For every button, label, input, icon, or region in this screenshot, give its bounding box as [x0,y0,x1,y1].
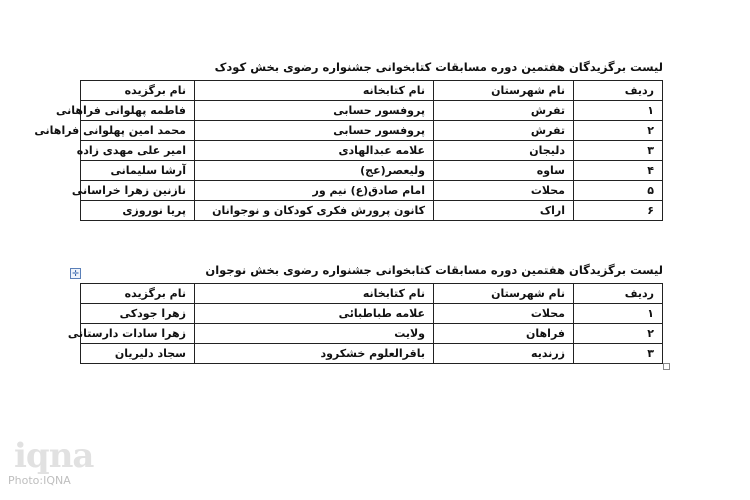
cell-winner: امیر علی مهدی زاده [81,141,195,161]
table-row [81,201,663,221]
table-row [81,121,663,141]
header-cell-library: نام کتابخانه [195,284,434,304]
cell-library: کانون پرورش فکری کودکان و نوجوانان [195,201,434,221]
table1-caption: لیست برگزیدگان هفتمین دوره مسابقات کتابخوانی جشنواره رضوی بخش کودک [214,60,663,74]
cell-library: پروفسور حسابی [195,121,434,141]
cell-city: ساوه [434,161,574,181]
cell-row-number: ۶ [574,201,663,221]
cell-winner: آرشا سلیمانی [81,161,195,181]
cell-winner: زهرا جودکی [81,304,195,324]
cell-winner: پریا نوروزی [81,201,195,221]
header-cell-winner: نام برگزیده [81,284,195,304]
cell-row-number: ۳ [574,141,663,161]
cell-library: ولیعصر(عج) [195,161,434,181]
header-cell-library: نام کتابخانه [195,81,434,101]
cell-city: دلیجان [434,141,574,161]
table-row [81,181,663,201]
header-cell-row-number: ردیف [574,81,663,101]
cell-row-number: ۱ [574,304,663,324]
cell-row-number: ۳ [574,344,663,364]
cell-city: اراک [434,201,574,221]
children-winners-table [34,80,663,221]
cell-library: علامه طباطبائی [195,304,434,324]
cell-winner: محمد امین پهلوانی فراهانی [81,121,195,141]
cell-city: زرندیه [434,344,574,364]
cell-city: تفرش [434,121,574,141]
move-cross-icon[interactable]: ✛ [70,268,81,279]
header-cell-winner: نام برگزیده [81,81,195,101]
cell-row-number: ۴ [574,161,663,181]
table-row [81,161,663,181]
cell-row-number: ۵ [574,181,663,201]
cell-library: علامه عبدالهادی [195,141,434,161]
cell-library: امام صادق(ع) نیم ور [195,181,434,201]
cell-city: فراهان [434,324,574,344]
table2-caption: لیست برگزیدگان هفتمین دوره مسابقات کتابخوانی جشنواره رضوی بخش نوجوان [205,263,663,277]
table-row [81,304,663,324]
iqna-logo: iqna [14,436,94,476]
cell-library: پروفسور حسابی [195,101,434,121]
table-row [81,101,663,121]
cell-row-number: ۲ [574,324,663,344]
cell-winner: زهرا سادات دارستانی [81,324,195,344]
teen-winners-table [67,283,663,364]
table-header-row [81,284,663,304]
iqna-watermark [8,438,118,493]
cell-winner: سجاد دلیریان [81,344,195,364]
cell-winner: نازنین زهرا خراسانی [81,181,195,201]
header-cell-city: نام شهرستان [434,284,574,304]
cell-row-number: ۱ [574,101,663,121]
table-row [81,141,663,161]
header-cell-row-number: ردیف [574,284,663,304]
cell-row-number: ۲ [574,121,663,141]
header-cell-city: نام شهرستان [434,81,574,101]
table-row [81,344,663,364]
photo-credit: Photo:IQNA [8,474,71,487]
cell-library: ولایت [195,324,434,344]
table-row [81,324,663,344]
cell-city: تفرش [434,101,574,121]
cell-library: باقرالعلوم خشکرود [195,344,434,364]
cell-city: محلات [434,181,574,201]
table-header-row [81,81,663,101]
cell-city: محلات [434,304,574,324]
resize-corner-icon[interactable] [663,363,670,370]
cell-winner: فاطمه پهلوانی فراهانی [81,101,195,121]
